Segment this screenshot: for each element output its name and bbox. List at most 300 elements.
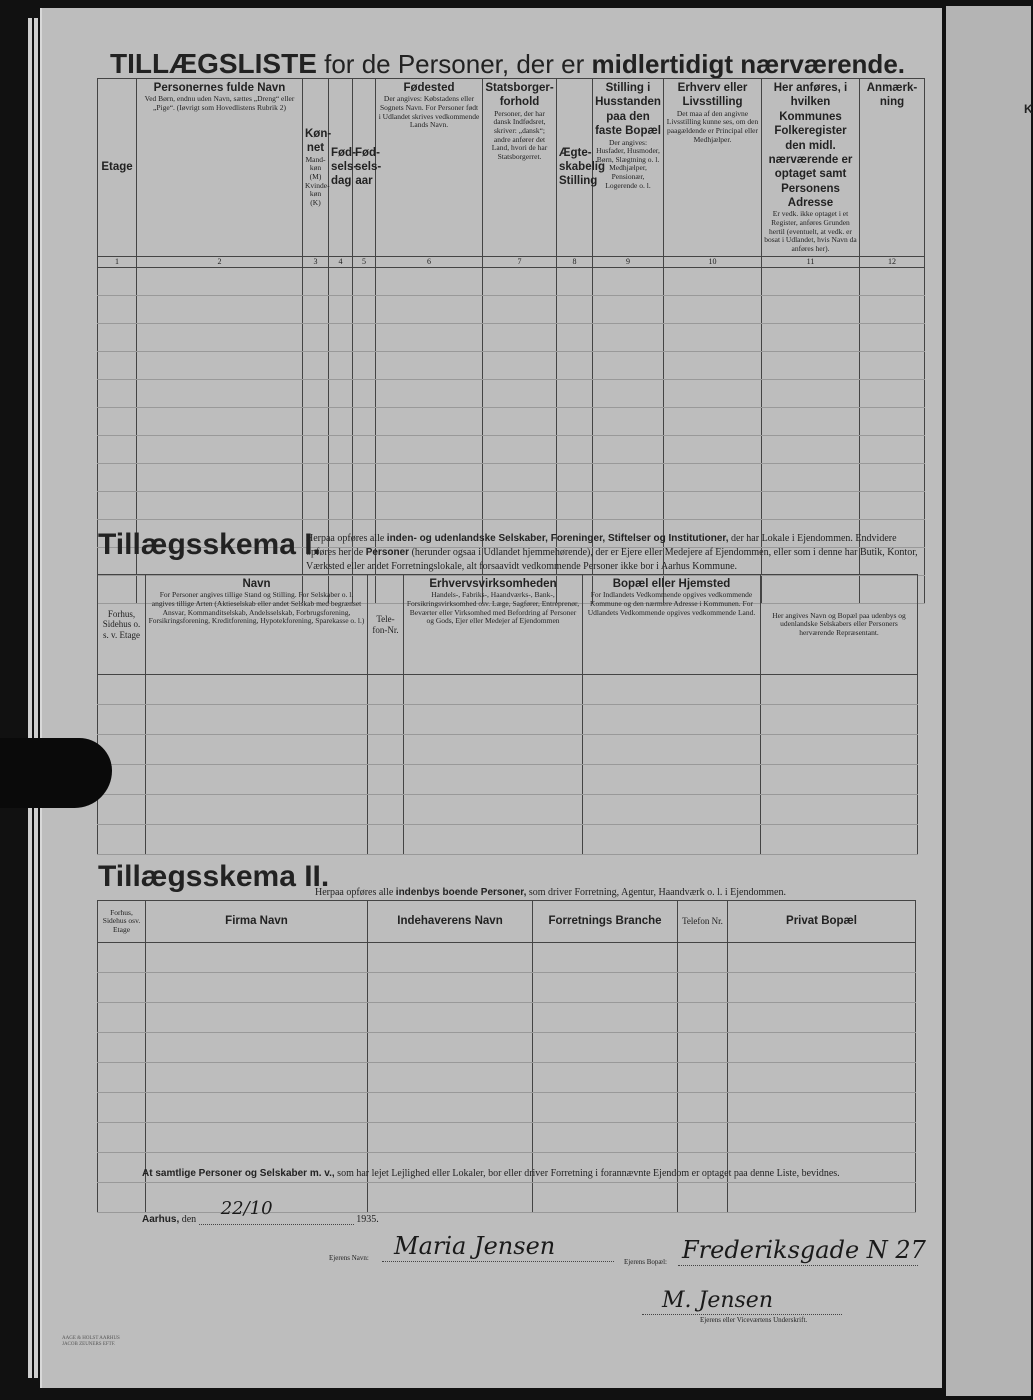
finger-occlusion [0,738,112,808]
entry-cell[interactable] [404,735,583,765]
entry-cell[interactable] [583,705,761,735]
entry-cell[interactable] [664,407,762,435]
skema2-desc-bold: indenbys boende Personer, [395,887,527,898]
entry-cell[interactable] [762,379,860,407]
entry-cell[interactable] [728,973,916,1003]
skema2-desc-rest: som driver Forretning, Agentur, Haandværk o. l. i Ejendommen. [528,887,786,898]
main-title [110,48,905,80]
entry-cell[interactable] [678,1123,728,1153]
entry-cell[interactable] [557,463,593,491]
entry-cell[interactable] [533,1183,678,1213]
entry-cell[interactable] [593,267,664,295]
skema1-title: Tillægsskema I. [98,528,321,561]
entry-cell[interactable] [678,1183,728,1213]
entry-cell[interactable] [376,491,483,519]
entry-cell[interactable] [557,379,593,407]
entry-cell[interactable] [98,435,137,463]
entry-cell[interactable] [761,795,918,825]
signature-field[interactable] [642,1313,842,1315]
entry-cell[interactable] [329,323,353,351]
owner-address-label: Ejerens Bopæl: [624,1258,667,1266]
entry-cell[interactable] [368,1183,533,1213]
entry-cell[interactable] [146,765,368,795]
entry-cell[interactable] [368,1003,533,1033]
entry-cell[interactable] [860,407,925,435]
entry-cell[interactable] [533,1063,678,1093]
entry-cell[interactable] [303,491,329,519]
entry-cell[interactable] [368,675,404,705]
entry-cell[interactable] [303,407,329,435]
column-number: 12 [860,256,925,267]
skema2-column-header-1 [98,901,146,943]
table-row [98,351,925,379]
entry-cell[interactable] [664,435,762,463]
skema2-desc-intro: Herpaa opføres alle [315,887,394,898]
entry-cell[interactable] [353,435,376,463]
entry-cell[interactable] [98,1123,146,1153]
city-label: Aarhus, [142,1214,180,1225]
entry-cell[interactable] [762,435,860,463]
entry-cell[interactable] [368,1063,533,1093]
column-header-12-title: Anmærk-ning [866,82,918,109]
entry-cell[interactable] [329,267,353,295]
skema2-description [315,886,915,900]
column-header-7-title: Statsborger-forhold [485,82,554,109]
entry-cell[interactable] [664,267,762,295]
entry-cell[interactable] [728,1093,916,1123]
column-header-1-title: Etage [101,161,133,174]
entry-cell[interactable] [368,943,533,973]
entry-cell[interactable] [664,379,762,407]
entry-cell[interactable] [137,323,303,351]
skema2-title: Tillægsskema II. [98,860,330,893]
skema1-header-row [98,575,918,675]
entry-cell[interactable] [593,435,664,463]
entry-cell[interactable] [146,825,368,855]
entry-cell[interactable] [98,1183,146,1213]
entry-cell[interactable] [483,463,557,491]
entry-cell[interactable] [368,795,404,825]
entry-cell[interactable] [376,379,483,407]
skema2-column-header-5 [678,901,728,943]
entry-cell[interactable] [98,705,146,735]
entry-cell[interactable] [860,463,925,491]
table-row [98,435,925,463]
entry-cell[interactable] [329,491,353,519]
entry-cell[interactable] [557,295,593,323]
entry-cell[interactable] [583,825,761,855]
entry-cell[interactable] [404,825,583,855]
entry-cell[interactable] [137,351,303,379]
entry-cell[interactable] [761,825,918,855]
skema1-column-header-4-title: Erhvervsvirksomheden [429,578,557,590]
table-row [98,463,925,491]
entry-cell[interactable] [583,795,761,825]
column-header-11-desc: Er vedk. ikke optaget i et Register, anføres Grunden hertil (eventuelt, at vedk. er bosat i Udlandet, hvis Navn da anføres her). [764,209,857,253]
entry-cell[interactable] [146,705,368,735]
entry-cell[interactable] [368,825,404,855]
entry-cell[interactable] [483,435,557,463]
skema1-column-header-6-desc: Her angives Navn og Bopæl paa udenbys og udenlandske Selskabers eller Personers herværende Repræsentant. [772,610,906,637]
column-number: 1 [98,256,137,267]
date-field[interactable] [199,1198,354,1225]
skema1-desc-mid: der har Lokale i Ejendommen. Endvidere opføres her de [306,533,897,558]
entry-cell[interactable] [593,407,664,435]
entry-cell[interactable] [353,295,376,323]
entry-cell[interactable] [353,463,376,491]
entry-cell[interactable] [146,675,368,705]
column-header-12 [860,79,925,257]
entry-cell[interactable] [404,675,583,705]
column-header-3-title: Køn-net [305,128,332,155]
skema1-column-header-6 [761,575,918,675]
entry-cell[interactable] [533,943,678,973]
entry-cell[interactable] [533,1033,678,1063]
column-header-4-title: Fød-sels-dag [331,146,358,188]
entry-cell[interactable] [762,323,860,351]
entry-cell[interactable] [303,463,329,491]
entry-cell[interactable] [368,1123,533,1153]
column-header-10-desc: Det maa af den angivne Livsstilling kunne ses, om den paagældende er Principal eller Medhjælper. [666,108,759,144]
column-header-10-title: Erhverv eller Livsstilling [677,82,748,109]
entry-cell[interactable] [98,1093,146,1123]
entry-cell[interactable] [533,1093,678,1123]
entry-cell[interactable] [137,491,303,519]
entry-cell[interactable] [146,943,368,973]
table-row [98,1123,916,1153]
entry-cell[interactable] [368,765,404,795]
column-header-2 [137,79,303,257]
table-row [98,1063,916,1093]
entry-cell[interactable] [329,435,353,463]
entry-cell[interactable] [728,943,916,973]
entry-cell[interactable] [368,705,404,735]
entry-cell[interactable] [98,825,146,855]
skema2-column-header-label: Indehaverens Navn [397,915,503,928]
entry-cell[interactable] [98,1063,146,1093]
entry-cell[interactable] [137,295,303,323]
entry-cell[interactable] [98,351,137,379]
entry-cell[interactable] [98,407,137,435]
entry-cell[interactable] [368,973,533,1003]
entry-cell[interactable] [98,491,137,519]
skema2-table [97,900,916,1213]
skema1-column-header-2-desc: For Personer angives tillige Stand og Stilling. For Selskaber o. l. angives tillige Arten (Aktieselskab eller andet Selskab med begrænset Ansvar, Kommanditselskab, Andelsselskab, Forbrugsforening, Forsikringsforening, Kreditforening, Hypotekforening, Sparekasse o. l.) [148,590,365,626]
entry-cell[interactable] [664,323,762,351]
entry-cell[interactable] [146,1033,368,1063]
skema2-column-header-label: Firma Navn [225,915,288,928]
entry-cell[interactable] [353,407,376,435]
column-header-7-desc: Personer, der har dansk Indfødsret, skriver: „dansk“; andre anfører det Land, hvori de har Statsborgerret. [491,108,548,161]
entry-cell[interactable] [137,267,303,295]
entry-cell[interactable] [557,323,593,351]
entry-cell[interactable] [146,973,368,1003]
entry-cell[interactable] [593,351,664,379]
entry-cell[interactable] [483,351,557,379]
skema1-column-header-5 [583,575,761,675]
skema2-header-row [98,901,916,943]
entry-cell[interactable] [368,735,404,765]
entry-cell[interactable] [146,735,368,765]
entry-cell[interactable] [761,735,918,765]
entry-cell[interactable] [593,379,664,407]
entry-cell[interactable] [678,1003,728,1033]
column-number: 3 [303,256,329,267]
entry-cell[interactable] [860,295,925,323]
entry-cell[interactable] [98,323,137,351]
entry-cell[interactable] [98,1153,146,1183]
entry-cell[interactable] [483,295,557,323]
table-row [98,407,925,435]
adjacent-page [946,6,1031,1396]
title-end: midlertidigt nærværende. [591,49,905,79]
entry-cell[interactable] [557,267,593,295]
entry-cell[interactable] [146,1063,368,1093]
skema1-desc-bold2: Personer [365,547,410,558]
owner-name-field[interactable] [382,1260,614,1262]
entry-cell[interactable] [762,463,860,491]
entry-cell[interactable] [483,407,557,435]
entry-cell[interactable] [593,295,664,323]
entry-cell[interactable] [146,1003,368,1033]
entry-cell[interactable] [404,795,583,825]
table-row [98,973,916,1003]
supplement-list-table [97,78,925,604]
skema2-column-header-label: Privat Bopæl [786,915,857,928]
column-number: 6 [376,256,483,267]
entry-cell[interactable] [376,351,483,379]
entry-cell[interactable] [483,491,557,519]
page-edge [34,18,38,1378]
skema1-desc-intro: Herpaa opføres alle [306,533,385,544]
entry-cell[interactable] [762,295,860,323]
column-header-3 [303,79,332,257]
entry-cell[interactable] [583,765,761,795]
entry-cell[interactable] [533,1003,678,1033]
printer-mark: AAGE & HOLST AARHUS JACOB ZEUNERS EFTF. [62,1336,120,1347]
entry-cell[interactable] [98,795,146,825]
skema1-column-header-5-title: Bopæl eller Hjemsted [612,578,731,590]
entry-cell[interactable] [860,323,925,351]
skema2-column-header-6 [728,901,916,943]
column-number: 9 [593,256,664,267]
entry-cell[interactable] [303,295,329,323]
column-number: 7 [483,256,557,267]
signature-handwritten: M. Jensen [662,1288,773,1313]
entry-cell[interactable] [728,1063,916,1093]
column-number: 4 [329,256,353,267]
entry-cell[interactable] [146,1093,368,1123]
table-row [98,1093,916,1123]
entry-cell[interactable] [678,1063,728,1093]
attestation-rest: som har lejet Lejlighed eller Lokaler, bor eller driver Forretning i forannævnte Ejendom er optaget paa denne Liste, bevidnes. [337,1168,840,1179]
entry-cell[interactable] [98,463,137,491]
entry-cell[interactable] [353,323,376,351]
table-row [98,765,918,795]
entry-cell[interactable] [376,463,483,491]
entry-cell[interactable] [860,379,925,407]
entry-cell[interactable] [533,1123,678,1153]
table-header-row [98,79,925,257]
entry-cell[interactable] [860,267,925,295]
entry-cell[interactable] [593,491,664,519]
entry-cell[interactable] [483,267,557,295]
entry-cell[interactable] [376,407,483,435]
column-header-8-title: Ægte-skabelig Stilling [559,146,606,188]
entry-cell[interactable] [303,267,329,295]
entry-cell[interactable] [353,351,376,379]
entry-cell[interactable] [557,491,593,519]
entry-cell[interactable] [329,295,353,323]
entry-cell[interactable] [728,1123,916,1153]
skema1-column-header-3-desc: Tele-fon-Nr. [372,614,399,635]
entry-cell[interactable] [483,379,557,407]
entry-cell[interactable] [728,1183,916,1213]
handwritten-date: 22/10 [220,1198,273,1219]
entry-cell[interactable] [664,351,762,379]
entry-cell[interactable] [329,351,353,379]
owner-address-field[interactable] [678,1264,918,1266]
year-label: 1935. [356,1214,379,1225]
attestation-bold: At samtlige Personer og Selskaber m. v., [142,1168,335,1179]
table-row [98,675,918,705]
skema1-column-header-4 [404,575,583,675]
table-row [98,943,916,973]
entry-cell[interactable] [557,435,593,463]
entry-cell[interactable] [98,379,137,407]
entry-cell[interactable] [137,379,303,407]
entry-cell[interactable] [303,379,329,407]
entry-cell[interactable] [664,295,762,323]
entry-cell[interactable] [678,1093,728,1123]
column-header-5 [353,79,382,257]
entry-cell[interactable] [593,463,664,491]
entry-cell[interactable] [303,323,329,351]
entry-cell[interactable] [98,1003,146,1033]
column-number: 8 [557,256,593,267]
table-row [98,295,925,323]
skema1-table [97,574,918,855]
owner-name-handwritten: Maria Jensen [394,1232,556,1260]
table-row [98,1033,916,1063]
table-row [98,323,925,351]
table-row [98,379,925,407]
entry-cell[interactable] [146,795,368,825]
entry-cell[interactable] [368,1093,533,1123]
table-row [98,491,925,519]
skema1-column-header-2-title: Navn [242,578,271,590]
entry-cell[interactable] [329,407,353,435]
entry-cell[interactable] [368,1033,533,1063]
entry-cell[interactable] [404,705,583,735]
entry-cell[interactable] [762,267,860,295]
column-header-1 [98,79,137,257]
entry-cell[interactable] [664,463,762,491]
entry-cell[interactable] [557,351,593,379]
column-header-8 [557,79,606,257]
entry-cell[interactable] [678,1033,728,1063]
column-header-4 [329,79,358,257]
entry-cell[interactable] [98,267,137,295]
entry-cell[interactable] [728,1033,916,1063]
column-header-2-title: Personernes fulde Navn [153,82,286,94]
entry-cell[interactable] [678,943,728,973]
entry-cell[interactable] [98,1033,146,1063]
entry-cell[interactable] [376,267,483,295]
entry-cell[interactable] [860,351,925,379]
entry-cell[interactable] [98,675,146,705]
entry-cell[interactable] [533,973,678,1003]
entry-cell[interactable] [664,491,762,519]
column-number: 2 [137,256,303,267]
entry-cell[interactable] [329,463,353,491]
entry-cell[interactable] [860,435,925,463]
entry-cell[interactable] [98,973,146,1003]
entry-cell[interactable] [98,943,146,973]
column-header-9-title: Stilling i Husstanden paa den faste Bopæl [595,82,661,138]
skema1-desc-rest: (herunder ogsaa i Udlandet hjemmehørende), der er Ejere eller Medejere af Ejendommen, eller som i denne har Butik, Kontor, Værksted eller andet Forretningslokale, alt forsaavidt vedkommende Personer ikke bor i Aarhus Kommune. [306,547,918,572]
attestation-statement [142,1168,922,1179]
entry-cell[interactable] [557,407,593,435]
skema2-column-header-3 [368,901,533,943]
table-row [98,825,918,855]
adjacent-page-letter: K [1024,102,1033,116]
entry-cell[interactable] [353,267,376,295]
skema2-column-header-2 [146,901,368,943]
entry-cell[interactable] [761,675,918,705]
entry-cell[interactable] [728,1003,916,1033]
column-header-2-desc: Ved Børn, endnu uden Navn, sættes „Dreng“ eller „Pige“. (Iøvrigt som Hovedlistens Rubrik 2) [144,94,295,112]
column-header-10 [664,79,762,257]
entry-cell[interactable] [376,435,483,463]
entry-cell[interactable] [761,705,918,735]
entry-cell[interactable] [98,295,137,323]
column-number: 5 [353,256,376,267]
entry-cell[interactable] [404,765,583,795]
entry-cell[interactable] [137,435,303,463]
entry-cell[interactable] [303,351,329,379]
entry-cell[interactable] [376,323,483,351]
owner-address-handwritten: Frederiksgade N 27 [682,1236,926,1264]
skema2-column-header-label: Forretnings Branche [548,915,662,928]
skema1-column-header-2 [146,575,368,675]
entry-cell[interactable] [353,491,376,519]
entry-cell[interactable] [137,463,303,491]
entry-cell[interactable] [860,491,925,519]
page-edge [28,18,32,1378]
entry-cell[interactable] [762,407,860,435]
entry-cell[interactable] [593,323,664,351]
entry-cell[interactable] [761,765,918,795]
entry-cell[interactable] [483,323,557,351]
column-header-11 [762,79,860,257]
entry-cell[interactable] [303,435,329,463]
entry-cell[interactable] [762,351,860,379]
column-header-6-desc: Der angives: Købstadens eller Sognets Navn. For Personer født i Udlandet skrives vedkommende Lands Navn. [378,94,480,130]
entry-cell[interactable] [146,1123,368,1153]
entry-cell[interactable] [762,491,860,519]
entry-cell[interactable] [137,407,303,435]
entry-cell[interactable] [583,735,761,765]
entry-cell[interactable] [353,379,376,407]
skema2-column-header-label: Telefon Nr. [682,916,723,927]
entry-cell[interactable] [678,973,728,1003]
skema1-column-header-1-desc: Forhus, Sidehus o. s. v. Etage [102,608,141,640]
entry-cell[interactable] [376,295,483,323]
skema1-column-header-5-desc: For Indlandets Vedkommende opgives vedkommende Kommune og den nærmere Adresse i Kommunen. For Udlandets Vedkommende opgives vedkommende Land. [587,590,756,617]
entry-cell[interactable] [329,379,353,407]
entry-cell[interactable] [583,675,761,705]
